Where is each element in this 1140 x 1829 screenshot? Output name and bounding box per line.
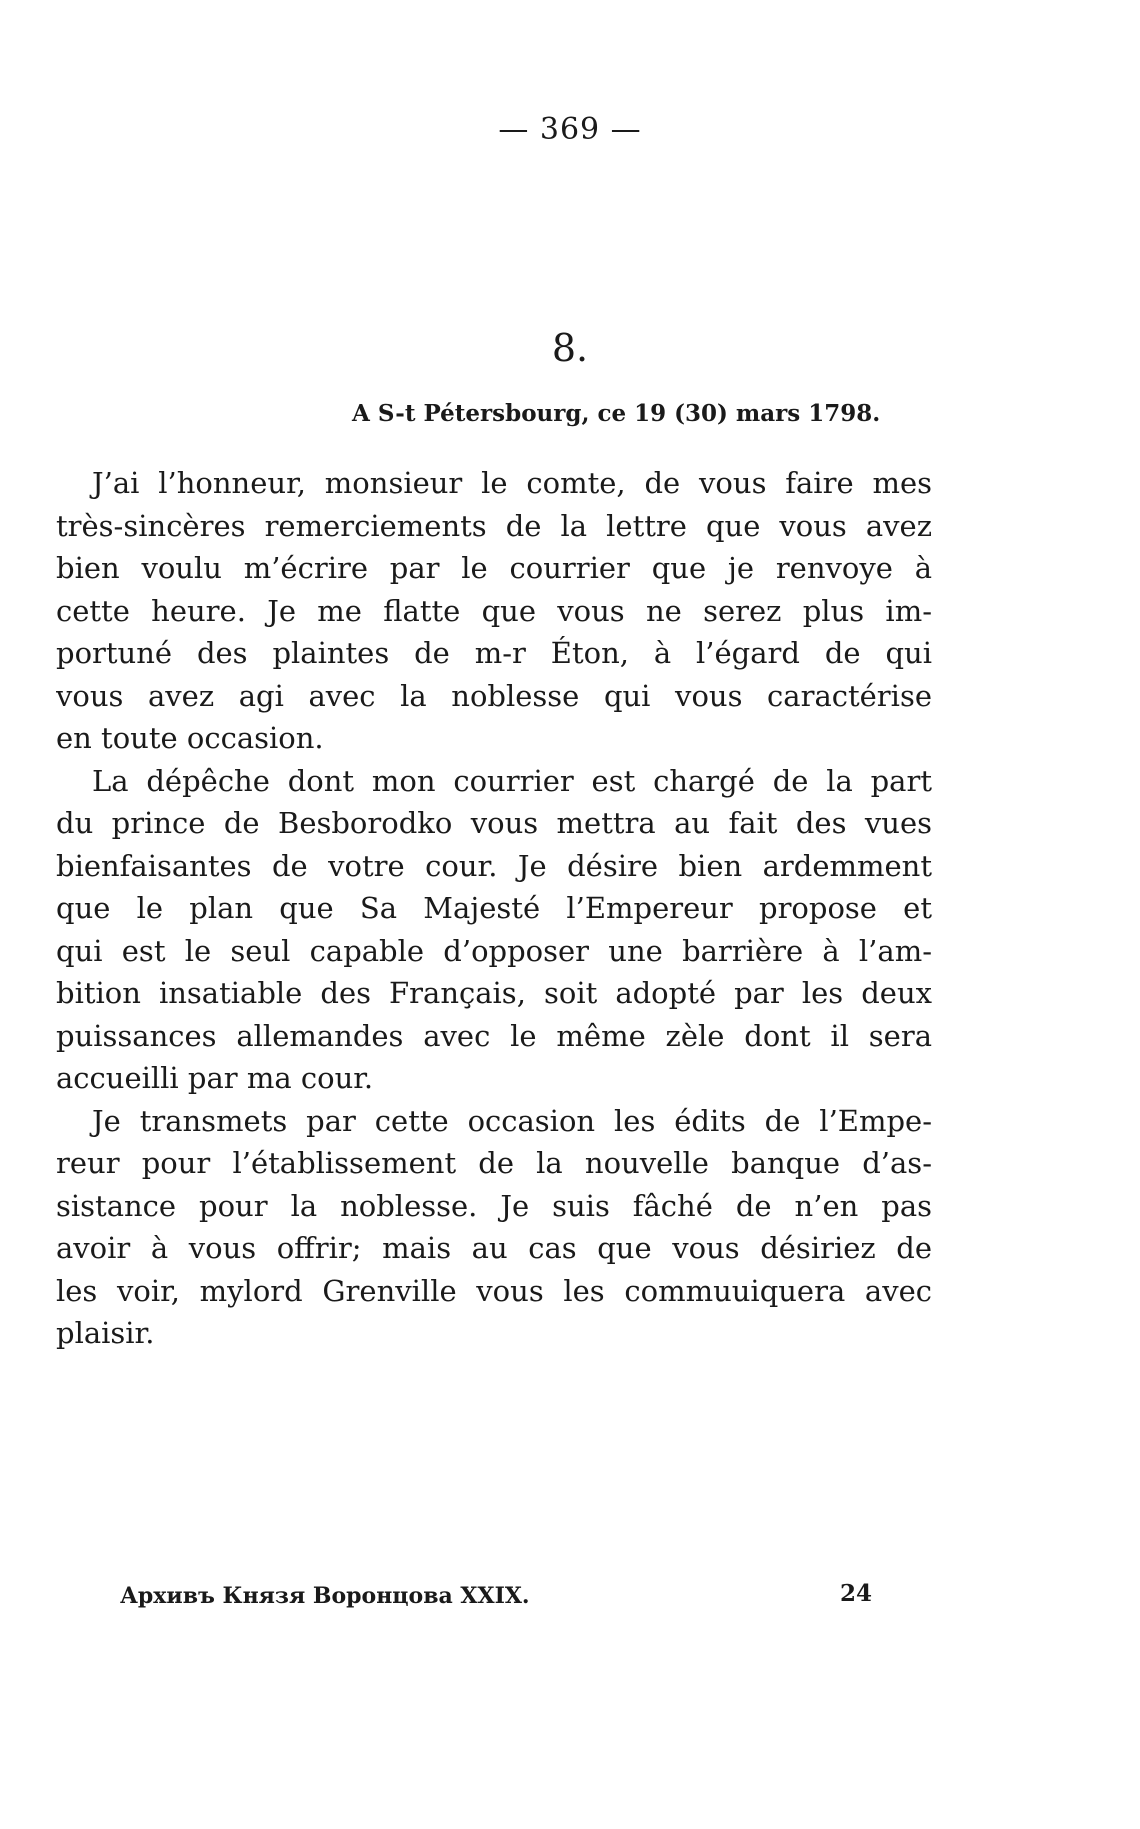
body-line: Je transmets par cette occasion les édits de l’Empe- (92, 1103, 932, 1138)
footer-archive-title: Архивъ Князя Воронцова XXIX. (120, 1583, 530, 1609)
body-line: bien voulu m’écrire par le courrier que je renvoye à (56, 551, 932, 585)
letter-body (56, 462, 932, 1355)
body-line: les voir, mylord Grenville vous les commuuiquera avec (56, 1273, 932, 1308)
body-line: plaisir. (56, 1316, 155, 1350)
body-line: J’ai l’honneur, monsieur le comte, de vous faire mes (92, 466, 932, 500)
body-line: vous avez agi avec la noblesse qui vous caractérise (56, 678, 932, 713)
body-line: sistance pour la noblesse. Je suis fâché de n’en pas (56, 1188, 932, 1223)
body-line: reur pour l’établissement de la nouvelle banque d’as- (56, 1146, 932, 1180)
body-line: La dépêche dont mon courrier est chargé de la part (92, 763, 932, 798)
body-line: puissances allemandes avec le même zèle dont il sera (56, 1018, 932, 1053)
dateline: A S-t Pétersbourg, ce 19 (30) mars 1798. (352, 400, 881, 427)
footer-signature-mark: 24 (840, 1580, 873, 1607)
page-number: — 369 — (498, 112, 642, 147)
body-line: accueilli par ma cour. (56, 1061, 374, 1095)
body-line: du prince de Besborodko vous mettra au fait des vues (56, 806, 932, 840)
body-line: bition insatiable des Français, soit adopté par les deux (56, 976, 932, 1010)
body-line: que le plan que Sa Majesté l’Empereur propose et (56, 891, 932, 925)
body-line: très-sincères remerciements de la lettre que vous avez (56, 508, 932, 543)
body-line: qui est le seul capable d’opposer une barrière à l’am- (56, 933, 932, 968)
body-line: bienfaisantes de votre cour. Je désire bien ardemment (56, 848, 932, 883)
body-line: cette heure. Je me flatte que vous ne serez plus im- (56, 593, 932, 628)
body-line: avoir à vous offrir; mais au cas que vous désiriez de (56, 1231, 932, 1265)
body-line: portuné des plaintes de m-r Éton, à l’égard de qui (56, 636, 932, 670)
body-line: en toute occasion. (56, 721, 324, 755)
document-number: 8. (551, 326, 589, 370)
